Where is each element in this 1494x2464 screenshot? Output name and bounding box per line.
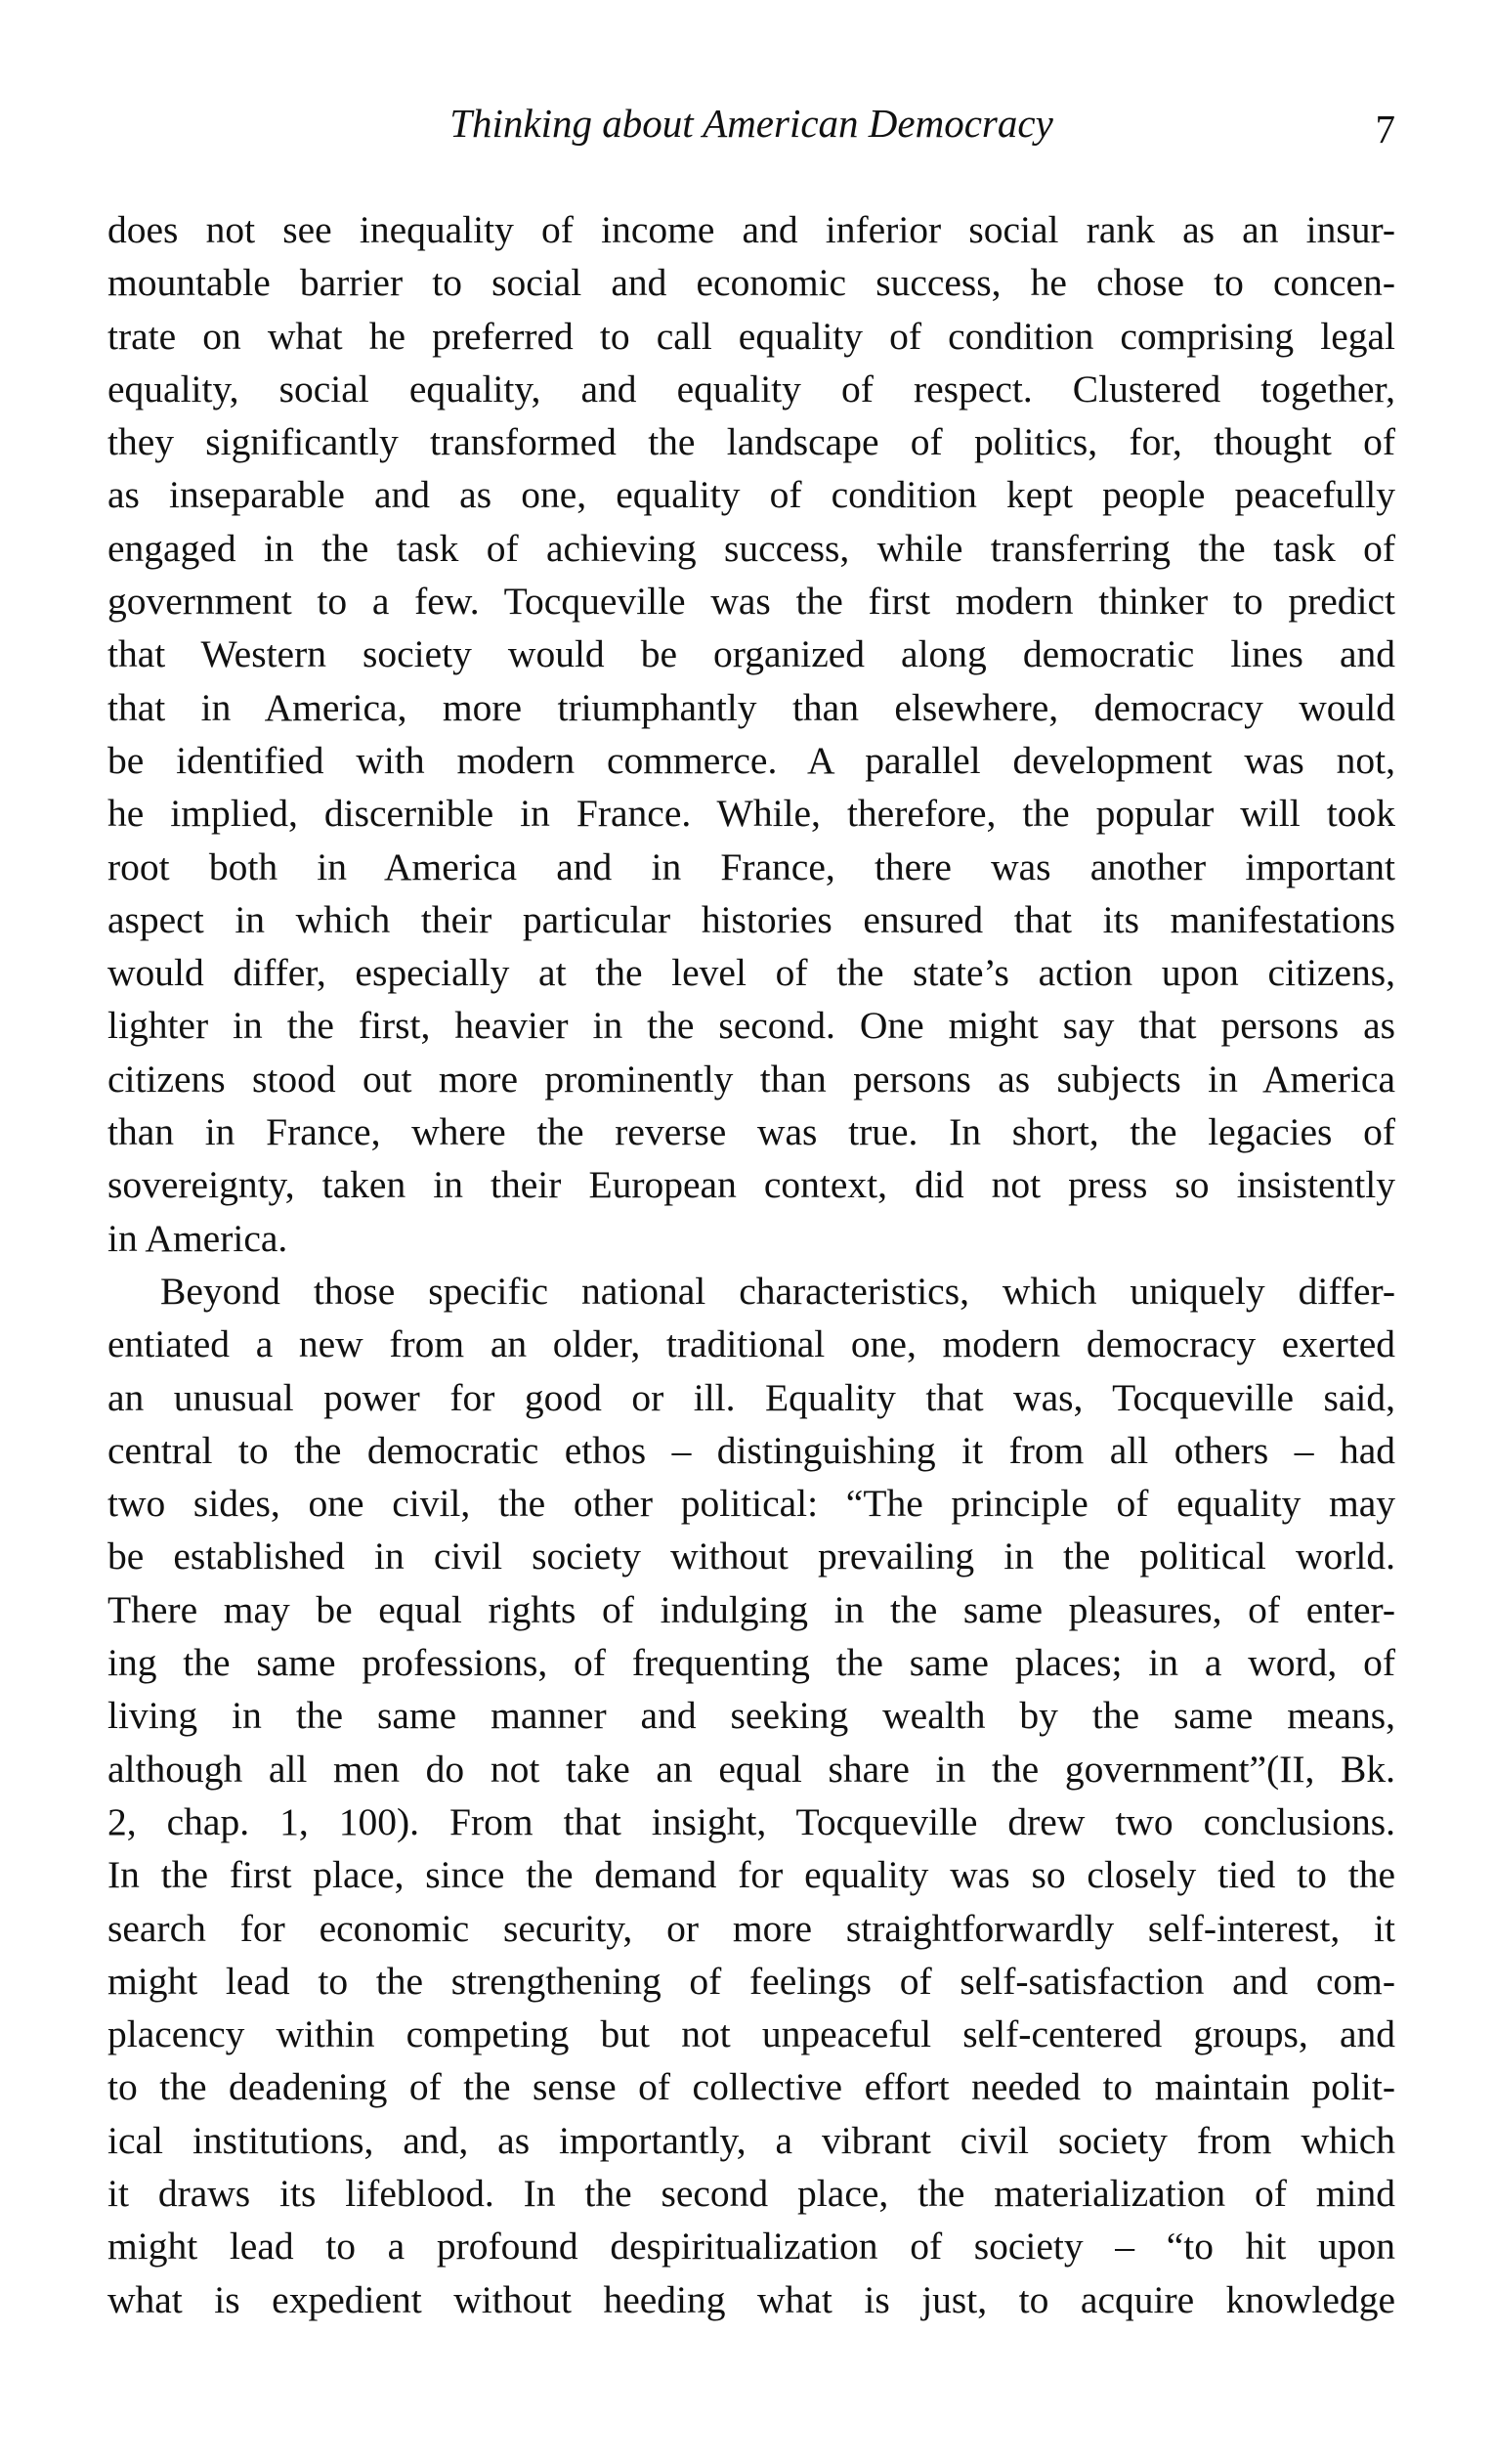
paragraph-first-line: Beyond those specific national characteristics, which uniquely differ-: [160, 1269, 1395, 1313]
text-line: equality, social equality, and equality of respect. Clustered together,: [107, 367, 1395, 411]
text-line: living in the same manner and seeking wealth by the same means,: [107, 1694, 1395, 1738]
text-line: citizens stood out more prominently than persons as subjects in America: [107, 1057, 1395, 1101]
text-line: it draws its lifeblood. In the second place, the materialization of mind: [107, 2171, 1395, 2215]
text-line: central to the democratic ethos – distinguishing it from all others – had: [107, 1428, 1395, 1472]
text-line: he implied, discernible in France. While, therefore, the popular will took: [107, 792, 1395, 836]
text-line: an unusual power for good or ill. Equality that was, Tocqueville said,: [107, 1375, 1395, 1419]
page-number: 7: [1375, 107, 1395, 151]
text-line: two sides, one civil, the other political: “The principle of equality may: [107, 1482, 1395, 1526]
text-line: There may be equal rights of indulging in the same pleasures, of enter-: [107, 1587, 1395, 1631]
text-line: they significantly transformed the landscape of politics, for, thought of: [107, 420, 1395, 464]
text-line: ical institutions, and, as importantly, a vibrant civil society from which: [107, 2118, 1395, 2162]
text-line: might lead to the strengthening of feelings of self-satisfaction and com-: [107, 1959, 1395, 2003]
text-line: to the deadening of the sense of collective effort needed to maintain polit-: [107, 2065, 1395, 2109]
text-line: search for economic security, or more straightforwardly self-interest, it: [107, 1906, 1395, 1950]
text-line: be established in civil society without prevailing in the political world.: [107, 1535, 1395, 1578]
text-line: root both in America and in France, there was another important: [107, 844, 1395, 888]
running-title: Thinking about American Democracy: [449, 101, 1053, 146]
text-line: In the first place, since the demand for equality was so closely tied to the: [107, 1853, 1395, 1897]
body-text: [107, 203, 1395, 2326]
text-line: engaged in the task of achieving success, while transferring the task of: [107, 526, 1395, 570]
paragraph-end-line: in America.: [107, 1216, 288, 1260]
text-line: government to a few. Tocqueville was the first modern thinker to predict: [107, 580, 1395, 624]
text-line: be identified with modern commerce. A parallel development was not,: [107, 738, 1395, 782]
text-line: as inseparable and as one, equality of condition kept people peacefully: [107, 473, 1395, 517]
text-line: trate on what he preferred to call equality of condition comprising legal: [107, 314, 1395, 358]
text-line: what is expedient without heeding what is just, to acquire knowledge: [107, 2277, 1395, 2321]
text-line: sovereignty, taken in their European context, did not press so insistently: [107, 1163, 1395, 1207]
text-line: ing the same professions, of frequenting the same places; in a word, of: [107, 1641, 1395, 1685]
text-line: would differ, especially at the level of the state’s action upon citizens,: [107, 951, 1395, 995]
text-line: lighter in the first, heavier in the second. One might say that persons as: [107, 1004, 1395, 1048]
text-line: although all men do not take an equal share in the government”(II, Bk.: [107, 1747, 1395, 1791]
text-line: entiated a new from an older, traditional one, modern democracy exerted: [107, 1322, 1395, 1366]
text-line: might lead to a profound despiritualization of society – “to hit upon: [107, 2225, 1395, 2269]
text-line: that Western society would be organized along democratic lines and: [107, 632, 1395, 676]
running-head: [107, 94, 1395, 152]
text-line: aspect in which their particular histories ensured that its manifestations: [107, 897, 1395, 941]
text-line: than in France, where the reverse was true. In short, the legacies of: [107, 1110, 1395, 1154]
text-line: 2, chap. 1, 100). From that insight, Tocqueville drew two conclusions.: [107, 1799, 1395, 1843]
text-line: placency within competing but not unpeaceful self-centered groups, and: [107, 2012, 1395, 2056]
text-line: does not see inequality of income and inferior social rank as an insur-: [107, 208, 1395, 251]
text-line: mountable barrier to social and economic success, he chose to concen-: [107, 261, 1395, 305]
text-line: that in America, more triumphantly than elsewhere, democracy would: [107, 685, 1395, 729]
